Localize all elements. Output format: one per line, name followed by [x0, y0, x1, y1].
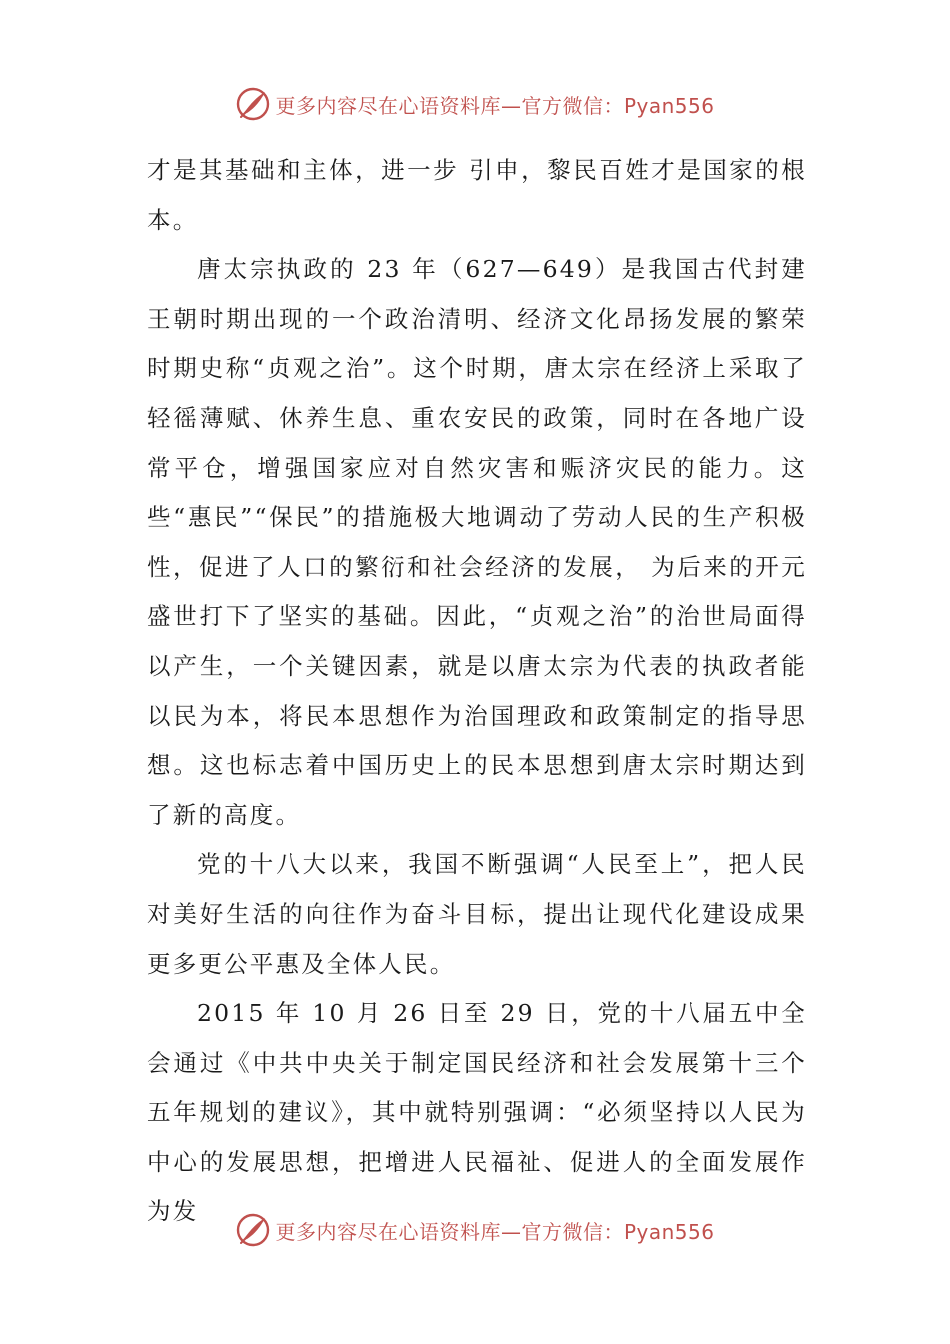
paragraph-eighteenth-congress: 党的十八大以来，我国不断强调“人民至上”，把人民对美好生活的向往作为奋斗目标，提出让现代化建设成果更多更公平惠及全体人民。	[147, 850, 807, 978]
document-body	[147, 146, 807, 1237]
paragraph-fifth-plenum: 2015 年 10 月 26 日至 29 日，党的十八届五中全会通过《中共中央关于制定国民经济和社会发展第十三个五年规划的建议》，其中就特别强调：“必须坚持以人民为中心的发展思想，把增进人民福祉、促进人的全面发展作为发	[147, 999, 807, 1226]
banner-text: 更多内容尽在心语资料库—官方微信：Pyan556	[275, 1219, 715, 1244]
paragraph-zhenguan: 唐太宗执政的 23 年（627—649）是我国古代封建王朝时期出现的一个政治清明、经济文化昂扬发展的繁荣时期史称“贞观之治”。这个时期，唐太宗在经济上采取了轻徭薄赋、休养生息、重农安民的政策，同时在各地广设常平仓，增强国家应对自然灾害和赈济灾民的能力。这些“惠民”“保民”的措施极大地调动了劳动人民的生产积极性，促进了人口的繁衍和社会经济的发展， 为后来的开元盛世打下了坚实的基础。因此，“贞观之治”的治世局面得以产生，一个关键因素，就是以唐太宗为代表的执政者能以民为本，将民本思想作为治国理政和政策制定的指导思想。这也标志着中国历史上的民本思想到唐太宗时期达到了新的高度。	[147, 255, 807, 829]
header-banner	[0, 84, 950, 124]
paragraph-continuation: 才是其基础和主体，进一步 引申，黎民百姓才是国家的根本。	[147, 156, 807, 234]
footer-banner	[0, 1210, 950, 1250]
quill-logo-icon	[235, 86, 271, 122]
quill-logo-icon	[235, 1212, 271, 1248]
banner-text: 更多内容尽在心语资料库—官方微信：Pyan556	[275, 93, 715, 118]
